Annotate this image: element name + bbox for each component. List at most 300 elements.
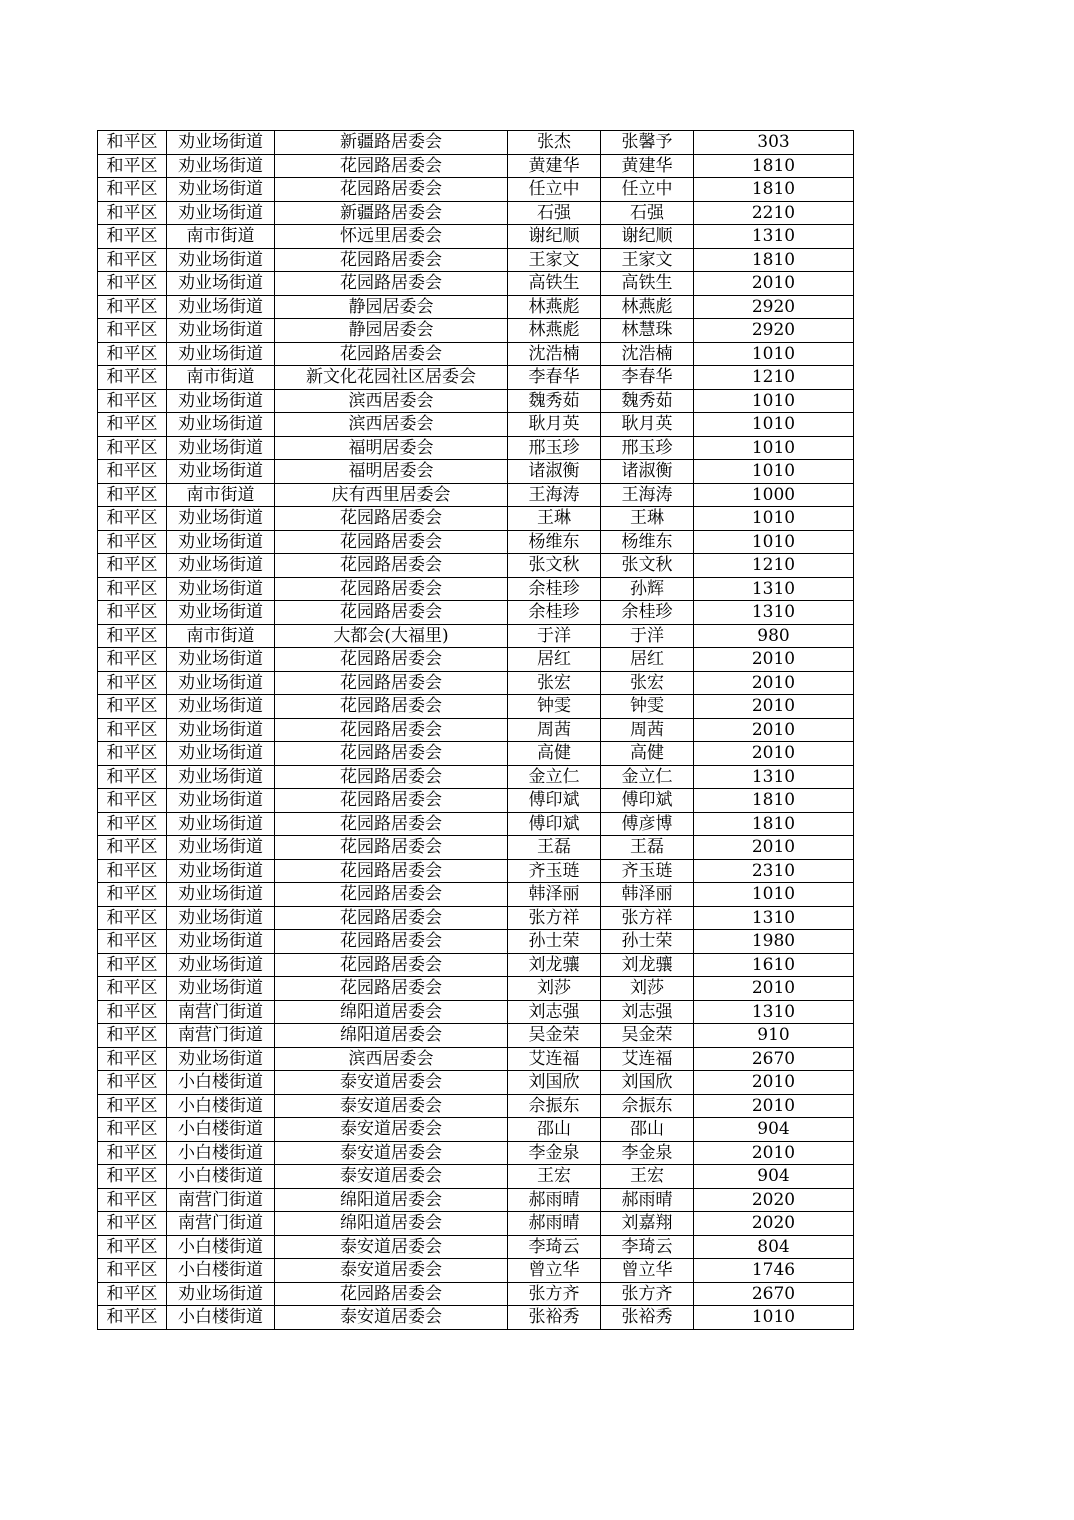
- recipient-cell: 黄建华: [601, 154, 694, 178]
- committee-cell: 花园路居委会: [275, 648, 508, 672]
- table-row: [98, 342, 854, 366]
- table-row: [98, 460, 854, 484]
- street-cell: 劝业场街道: [167, 1047, 275, 1071]
- table-row: [98, 883, 854, 907]
- table-row: [98, 295, 854, 319]
- committee-cell: 花园路居委会: [275, 507, 508, 531]
- street-cell: 小白楼街道: [167, 1094, 275, 1118]
- table-row: [98, 436, 854, 460]
- table-row: [98, 1235, 854, 1259]
- applicant-cell: 于洋: [508, 624, 601, 648]
- amount-cell: 904: [694, 1165, 854, 1189]
- recipient-cell: 刘国欣: [601, 1071, 694, 1095]
- applicant-cell: 张杰: [508, 131, 601, 155]
- committee-cell: 滨西居委会: [275, 413, 508, 437]
- table-row: [98, 601, 854, 625]
- applicant-cell: 李金泉: [508, 1141, 601, 1165]
- amount-cell: 2010: [694, 1094, 854, 1118]
- district-cell: 和平区: [98, 154, 167, 178]
- table-row: [98, 577, 854, 601]
- recipient-cell: 刘龙骧: [601, 953, 694, 977]
- recipient-cell: 齐玉琏: [601, 859, 694, 883]
- recipient-cell: 王家文: [601, 248, 694, 272]
- district-cell: 和平区: [98, 1259, 167, 1283]
- street-cell: 劝业场街道: [167, 859, 275, 883]
- recipient-cell: 孙士荣: [601, 930, 694, 954]
- applicant-cell: 傅印斌: [508, 789, 601, 813]
- committee-cell: 花园路居委会: [275, 718, 508, 742]
- applicant-cell: 艾连福: [508, 1047, 601, 1071]
- applicant-cell: 郝雨晴: [508, 1188, 601, 1212]
- table-row: [98, 225, 854, 249]
- amount-cell: 1610: [694, 953, 854, 977]
- street-cell: 劝业场街道: [167, 413, 275, 437]
- amount-cell: 904: [694, 1118, 854, 1142]
- district-cell: 和平区: [98, 366, 167, 390]
- committee-cell: 花园路居委会: [275, 248, 508, 272]
- committee-cell: 泰安道居委会: [275, 1118, 508, 1142]
- committee-cell: 花园路居委会: [275, 953, 508, 977]
- amount-cell: 303: [694, 131, 854, 155]
- amount-cell: 1810: [694, 789, 854, 813]
- street-cell: 劝业场街道: [167, 695, 275, 719]
- district-cell: 和平区: [98, 319, 167, 343]
- street-cell: 南市街道: [167, 366, 275, 390]
- amount-cell: 2010: [694, 977, 854, 1001]
- recipient-cell: 曾立华: [601, 1259, 694, 1283]
- applicant-cell: 张裕秀: [508, 1306, 601, 1330]
- district-cell: 和平区: [98, 812, 167, 836]
- table-row: [98, 389, 854, 413]
- applicant-cell: 齐玉琏: [508, 859, 601, 883]
- recipient-cell: 高铁生: [601, 272, 694, 296]
- street-cell: 劝业场街道: [167, 671, 275, 695]
- applicant-cell: 王家文: [508, 248, 601, 272]
- recipient-cell: 邵山: [601, 1118, 694, 1142]
- district-cell: 和平区: [98, 1282, 167, 1306]
- district-cell: 和平区: [98, 789, 167, 813]
- amount-cell: 1310: [694, 906, 854, 930]
- table-row: [98, 1000, 854, 1024]
- table-row: [98, 812, 854, 836]
- recipient-cell: 于洋: [601, 624, 694, 648]
- street-cell: 南市街道: [167, 624, 275, 648]
- amount-cell: 2310: [694, 859, 854, 883]
- street-cell: 劝业场街道: [167, 248, 275, 272]
- table-row: [98, 859, 854, 883]
- district-cell: 和平区: [98, 624, 167, 648]
- applicant-cell: 李春华: [508, 366, 601, 390]
- amount-cell: 1010: [694, 389, 854, 413]
- applicant-cell: 刘龙骧: [508, 953, 601, 977]
- table-row: [98, 1282, 854, 1306]
- street-cell: 劝业场街道: [167, 930, 275, 954]
- amount-cell: 2010: [694, 272, 854, 296]
- amount-cell: 1980: [694, 930, 854, 954]
- table-row: [98, 1071, 854, 1095]
- applicant-cell: 任立中: [508, 178, 601, 202]
- applicant-cell: 黄建华: [508, 154, 601, 178]
- table-row: [98, 1212, 854, 1236]
- applicant-cell: 郝雨晴: [508, 1212, 601, 1236]
- amount-cell: 2010: [694, 648, 854, 672]
- recipient-cell: 林燕彪: [601, 295, 694, 319]
- district-cell: 和平区: [98, 1188, 167, 1212]
- street-cell: 劝业场街道: [167, 977, 275, 1001]
- street-cell: 劝业场街道: [167, 812, 275, 836]
- street-cell: 小白楼街道: [167, 1259, 275, 1283]
- street-cell: 小白楼街道: [167, 1165, 275, 1189]
- table-row: [98, 1047, 854, 1071]
- table-row: [98, 742, 854, 766]
- applicant-cell: 张文秋: [508, 554, 601, 578]
- street-cell: 劝业场街道: [167, 648, 275, 672]
- table-body: [98, 131, 854, 1330]
- applicant-cell: 韩泽丽: [508, 883, 601, 907]
- district-cell: 和平区: [98, 742, 167, 766]
- amount-cell: 1310: [694, 1000, 854, 1024]
- district-cell: 和平区: [98, 977, 167, 1001]
- street-cell: 小白楼街道: [167, 1118, 275, 1142]
- street-cell: 劝业场街道: [167, 436, 275, 460]
- committee-cell: 花园路居委会: [275, 742, 508, 766]
- street-cell: 南营门街道: [167, 1188, 275, 1212]
- amount-cell: 1810: [694, 154, 854, 178]
- recipient-cell: 李春华: [601, 366, 694, 390]
- applicant-cell: 余桂珍: [508, 601, 601, 625]
- committee-cell: 花园路居委会: [275, 272, 508, 296]
- applicant-cell: 杨维东: [508, 530, 601, 554]
- recipient-cell: 周茜: [601, 718, 694, 742]
- committee-cell: 福明居委会: [275, 436, 508, 460]
- data-table: [97, 130, 854, 1330]
- amount-cell: 1010: [694, 883, 854, 907]
- recipient-cell: 钟雯: [601, 695, 694, 719]
- applicant-cell: 傅印斌: [508, 812, 601, 836]
- recipient-cell: 张文秋: [601, 554, 694, 578]
- amount-cell: 2670: [694, 1047, 854, 1071]
- amount-cell: 1810: [694, 248, 854, 272]
- district-cell: 和平区: [98, 389, 167, 413]
- table-row: [98, 1165, 854, 1189]
- applicant-cell: 张宏: [508, 671, 601, 695]
- committee-cell: 福明居委会: [275, 460, 508, 484]
- table-row: [98, 624, 854, 648]
- table-row: [98, 765, 854, 789]
- table-row: [98, 248, 854, 272]
- committee-cell: 花园路居委会: [275, 789, 508, 813]
- applicant-cell: 魏秀茹: [508, 389, 601, 413]
- applicant-cell: 刘志强: [508, 1000, 601, 1024]
- recipient-cell: 艾连福: [601, 1047, 694, 1071]
- recipient-cell: 沈浩楠: [601, 342, 694, 366]
- amount-cell: 2020: [694, 1188, 854, 1212]
- committee-cell: 花园路居委会: [275, 859, 508, 883]
- amount-cell: 1310: [694, 765, 854, 789]
- recipient-cell: 金立仁: [601, 765, 694, 789]
- table-row: [98, 178, 854, 202]
- applicant-cell: 刘国欣: [508, 1071, 601, 1095]
- recipient-cell: 王琳: [601, 507, 694, 531]
- applicant-cell: 邢玉珍: [508, 436, 601, 460]
- amount-cell: 2670: [694, 1282, 854, 1306]
- applicant-cell: 高健: [508, 742, 601, 766]
- amount-cell: 1000: [694, 483, 854, 507]
- district-cell: 和平区: [98, 507, 167, 531]
- table-row: [98, 648, 854, 672]
- street-cell: 南市街道: [167, 225, 275, 249]
- committee-cell: 滨西居委会: [275, 1047, 508, 1071]
- amount-cell: 1310: [694, 225, 854, 249]
- district-cell: 和平区: [98, 648, 167, 672]
- recipient-cell: 邢玉珍: [601, 436, 694, 460]
- table-row: [98, 507, 854, 531]
- amount-cell: 2010: [694, 836, 854, 860]
- district-cell: 和平区: [98, 883, 167, 907]
- street-cell: 劝业场街道: [167, 601, 275, 625]
- street-cell: 劝业场街道: [167, 201, 275, 225]
- amount-cell: 980: [694, 624, 854, 648]
- street-cell: 劝业场街道: [167, 272, 275, 296]
- committee-cell: 花园路居委会: [275, 577, 508, 601]
- committee-cell: 花园路居委会: [275, 812, 508, 836]
- committee-cell: 泰安道居委会: [275, 1071, 508, 1095]
- applicant-cell: 王琳: [508, 507, 601, 531]
- table-row: [98, 1024, 854, 1048]
- district-cell: 和平区: [98, 671, 167, 695]
- applicant-cell: 李琦云: [508, 1235, 601, 1259]
- table-row: [98, 1118, 854, 1142]
- committee-cell: 花园路居委会: [275, 530, 508, 554]
- district-cell: 和平区: [98, 836, 167, 860]
- table-row: [98, 671, 854, 695]
- district-cell: 和平区: [98, 1071, 167, 1095]
- table-row: [98, 1094, 854, 1118]
- district-cell: 和平区: [98, 460, 167, 484]
- district-cell: 和平区: [98, 718, 167, 742]
- district-cell: 和平区: [98, 530, 167, 554]
- applicant-cell: 孙士荣: [508, 930, 601, 954]
- district-cell: 和平区: [98, 201, 167, 225]
- applicant-cell: 余桂珍: [508, 577, 601, 601]
- district-cell: 和平区: [98, 554, 167, 578]
- table-row: [98, 131, 854, 155]
- street-cell: 劝业场街道: [167, 953, 275, 977]
- applicant-cell: 林燕彪: [508, 295, 601, 319]
- applicant-cell: 张方齐: [508, 1282, 601, 1306]
- committee-cell: 新疆路居委会: [275, 131, 508, 155]
- table-row: [98, 718, 854, 742]
- applicant-cell: 高铁生: [508, 272, 601, 296]
- district-cell: 和平区: [98, 225, 167, 249]
- amount-cell: 910: [694, 1024, 854, 1048]
- recipient-cell: 魏秀茹: [601, 389, 694, 413]
- recipient-cell: 张馨予: [601, 131, 694, 155]
- district-cell: 和平区: [98, 295, 167, 319]
- recipient-cell: 林慧珠: [601, 319, 694, 343]
- table-row: [98, 953, 854, 977]
- recipient-cell: 任立中: [601, 178, 694, 202]
- committee-cell: 花园路居委会: [275, 178, 508, 202]
- amount-cell: 1310: [694, 601, 854, 625]
- committee-cell: 花园路居委会: [275, 1282, 508, 1306]
- applicant-cell: 沈浩楠: [508, 342, 601, 366]
- street-cell: 劝业场街道: [167, 178, 275, 202]
- recipient-cell: 高健: [601, 742, 694, 766]
- table-row: [98, 201, 854, 225]
- street-cell: 劝业场街道: [167, 389, 275, 413]
- table-row: [98, 695, 854, 719]
- applicant-cell: 居红: [508, 648, 601, 672]
- committee-cell: 花园路居委会: [275, 930, 508, 954]
- applicant-cell: 刘莎: [508, 977, 601, 1001]
- recipient-cell: 王磊: [601, 836, 694, 860]
- applicant-cell: 吴金荣: [508, 1024, 601, 1048]
- applicant-cell: 周茜: [508, 718, 601, 742]
- amount-cell: 1746: [694, 1259, 854, 1283]
- recipient-cell: 石强: [601, 201, 694, 225]
- district-cell: 和平区: [98, 1094, 167, 1118]
- street-cell: 小白楼街道: [167, 1235, 275, 1259]
- committee-cell: 泰安道居委会: [275, 1235, 508, 1259]
- amount-cell: 2010: [694, 695, 854, 719]
- district-cell: 和平区: [98, 1000, 167, 1024]
- amount-cell: 2020: [694, 1212, 854, 1236]
- committee-cell: 绵阳道居委会: [275, 1024, 508, 1048]
- district-cell: 和平区: [98, 342, 167, 366]
- committee-cell: 静园居委会: [275, 319, 508, 343]
- recipient-cell: 孙辉: [601, 577, 694, 601]
- committee-cell: 花园路居委会: [275, 883, 508, 907]
- district-cell: 和平区: [98, 859, 167, 883]
- applicant-cell: 佘振东: [508, 1094, 601, 1118]
- amount-cell: 1010: [694, 507, 854, 531]
- street-cell: 劝业场街道: [167, 554, 275, 578]
- district-cell: 和平区: [98, 1212, 167, 1236]
- committee-cell: 新文化花园社区居委会: [275, 366, 508, 390]
- street-cell: 劝业场街道: [167, 577, 275, 601]
- street-cell: 劝业场街道: [167, 319, 275, 343]
- amount-cell: 1210: [694, 554, 854, 578]
- street-cell: 劝业场街道: [167, 836, 275, 860]
- amount-cell: 1010: [694, 530, 854, 554]
- applicant-cell: 耿月英: [508, 413, 601, 437]
- recipient-cell: 刘嘉翔: [601, 1212, 694, 1236]
- district-cell: 和平区: [98, 577, 167, 601]
- amount-cell: 2010: [694, 671, 854, 695]
- amount-cell: 2010: [694, 1071, 854, 1095]
- amount-cell: 2920: [694, 319, 854, 343]
- amount-cell: 1210: [694, 366, 854, 390]
- street-cell: 劝业场街道: [167, 507, 275, 531]
- committee-cell: 花园路居委会: [275, 695, 508, 719]
- recipient-cell: 傅彦博: [601, 812, 694, 836]
- amount-cell: 2010: [694, 718, 854, 742]
- table-row: [98, 366, 854, 390]
- applicant-cell: 石强: [508, 201, 601, 225]
- committee-cell: 花园路居委会: [275, 601, 508, 625]
- street-cell: 小白楼街道: [167, 1306, 275, 1330]
- table-row: [98, 930, 854, 954]
- committee-cell: 泰安道居委会: [275, 1259, 508, 1283]
- table-row: [98, 413, 854, 437]
- applicant-cell: 王宏: [508, 1165, 601, 1189]
- committee-cell: 花园路居委会: [275, 906, 508, 930]
- recipient-cell: 张方齐: [601, 1282, 694, 1306]
- district-cell: 和平区: [98, 1306, 167, 1330]
- amount-cell: 1010: [694, 436, 854, 460]
- committee-cell: 花园路居委会: [275, 154, 508, 178]
- recipient-cell: 杨维东: [601, 530, 694, 554]
- street-cell: 劝业场街道: [167, 154, 275, 178]
- recipient-cell: 谢纪顺: [601, 225, 694, 249]
- district-cell: 和平区: [98, 1047, 167, 1071]
- table-row: [98, 272, 854, 296]
- district-cell: 和平区: [98, 930, 167, 954]
- recipient-cell: 诸淑衡: [601, 460, 694, 484]
- amount-cell: 1010: [694, 1306, 854, 1330]
- table-row: [98, 530, 854, 554]
- committee-cell: 静园居委会: [275, 295, 508, 319]
- table-row: [98, 789, 854, 813]
- applicant-cell: 王磊: [508, 836, 601, 860]
- street-cell: 劝业场街道: [167, 530, 275, 554]
- district-cell: 和平区: [98, 1235, 167, 1259]
- applicant-cell: 钟雯: [508, 695, 601, 719]
- committee-cell: 大都会(大福里): [275, 624, 508, 648]
- street-cell: 南营门街道: [167, 1024, 275, 1048]
- recipient-cell: 吴金荣: [601, 1024, 694, 1048]
- amount-cell: 2010: [694, 742, 854, 766]
- committee-cell: 花园路居委会: [275, 671, 508, 695]
- district-cell: 和平区: [98, 953, 167, 977]
- table-row: [98, 1188, 854, 1212]
- amount-cell: 804: [694, 1235, 854, 1259]
- applicant-cell: 王海涛: [508, 483, 601, 507]
- committee-cell: 花园路居委会: [275, 836, 508, 860]
- street-cell: 劝业场街道: [167, 765, 275, 789]
- street-cell: 小白楼街道: [167, 1141, 275, 1165]
- committee-cell: 泰安道居委会: [275, 1141, 508, 1165]
- applicant-cell: 金立仁: [508, 765, 601, 789]
- amount-cell: 1010: [694, 342, 854, 366]
- table-row: [98, 319, 854, 343]
- street-cell: 劝业场街道: [167, 906, 275, 930]
- district-cell: 和平区: [98, 1165, 167, 1189]
- committee-cell: 绵阳道居委会: [275, 1000, 508, 1024]
- district-cell: 和平区: [98, 178, 167, 202]
- amount-cell: 1810: [694, 178, 854, 202]
- committee-cell: 新疆路居委会: [275, 201, 508, 225]
- recipient-cell: 傅印斌: [601, 789, 694, 813]
- recipient-cell: 张宏: [601, 671, 694, 695]
- street-cell: 南市街道: [167, 483, 275, 507]
- district-cell: 和平区: [98, 413, 167, 437]
- recipient-cell: 居红: [601, 648, 694, 672]
- committee-cell: 泰安道居委会: [275, 1094, 508, 1118]
- district-cell: 和平区: [98, 1024, 167, 1048]
- district-cell: 和平区: [98, 436, 167, 460]
- committee-cell: 滨西居委会: [275, 389, 508, 413]
- table-row: [98, 836, 854, 860]
- district-cell: 和平区: [98, 906, 167, 930]
- committee-cell: 庆有西里居委会: [275, 483, 508, 507]
- applicant-cell: 曾立华: [508, 1259, 601, 1283]
- street-cell: 南营门街道: [167, 1000, 275, 1024]
- recipient-cell: 李金泉: [601, 1141, 694, 1165]
- recipient-cell: 李琦云: [601, 1235, 694, 1259]
- street-cell: 劝业场街道: [167, 295, 275, 319]
